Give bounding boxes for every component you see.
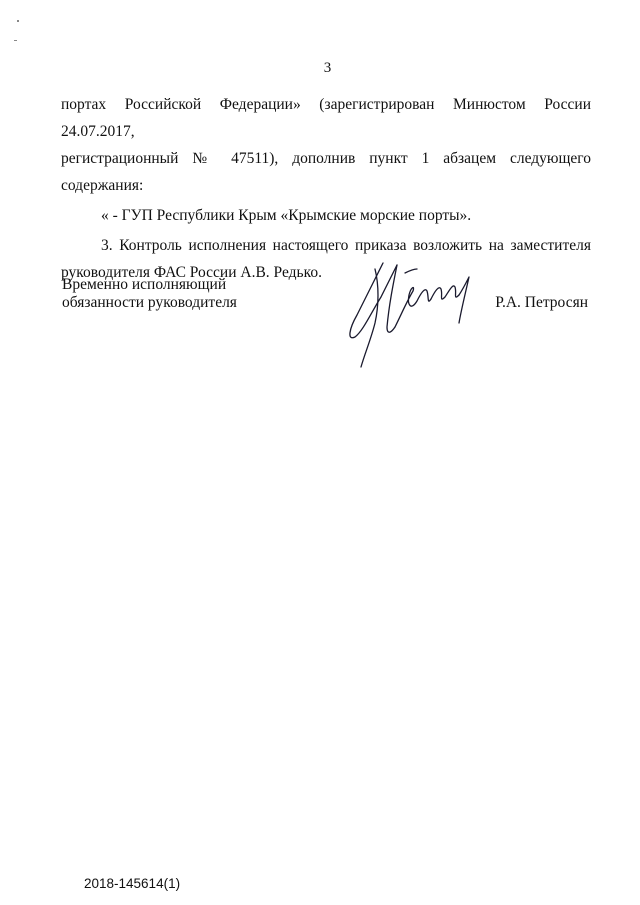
signer-title-line-2: обязанности руководителя (62, 294, 237, 311)
document-code: 2018-145614(1) (84, 876, 181, 891)
signer-title-line-1: Временно исполняющий (62, 276, 227, 293)
scan-artifact-top (17, 20, 19, 22)
handwritten-signature (335, 255, 475, 370)
paragraph-3-line-2: руководителя ФАС России А.В. Редько. (61, 264, 322, 281)
paragraph-1-line-2: регистрационный № 47511), дополнив пункт 1 абзацем следующего содержания: (61, 150, 591, 194)
paragraph-2: « - ГУП Республики Крым «Крымские морские порты». (101, 207, 472, 224)
signer-name: Р.А. Петросян (495, 294, 588, 311)
page-number: 3 (323, 60, 332, 76)
paragraph-3-line-1: 3. Контроль исполнения настоящего приказа возложить на заместителя (101, 237, 591, 254)
signer-title (62, 276, 237, 312)
document-body (61, 91, 591, 286)
scan-artifact-top-2 (14, 40, 17, 41)
paragraph-1-line-1: портах Российской Федерации» (зарегистрирован Минюстом России 24.07.2017, (61, 96, 591, 140)
